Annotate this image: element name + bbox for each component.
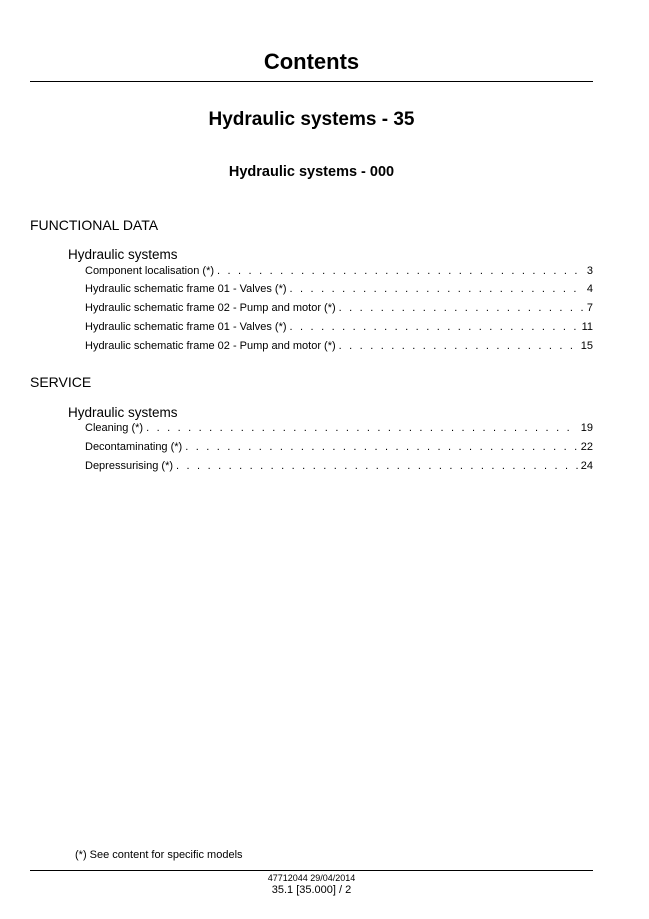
toc-entry-page: 7 [586,302,593,314]
dot-leader [146,420,578,436]
toc-entry-page: 4 [586,283,593,295]
footer-document-ref: 47712044 29/04/2014 [267,873,356,883]
toc-entry[interactable] [85,263,593,279]
toc-entry-label: Hydraulic schematic frame 01 - Valves (*) [85,283,287,295]
subsection-title: Hydraulic systems - 000 [228,164,395,180]
toc-entry[interactable] [85,300,593,316]
dot-leader [176,458,578,474]
footnote: (*) See content for specific models [75,849,243,861]
topic-heading-hydraulic-systems: Hydraulic systems [68,405,178,420]
section-title: Hydraulic systems - 35 [208,109,415,130]
toc-entry-label: Cleaning (*) [85,422,144,434]
toc-entry[interactable] [85,319,593,335]
topic-heading-hydraulic-systems: Hydraulic systems [68,247,178,262]
group-heading-service: SERVICE [30,374,92,390]
toc-entry-label: Hydraulic schematic frame 01 - Valves (*) [85,321,287,333]
toc-entry[interactable] [85,281,593,297]
dot-leader [290,319,579,335]
toc-entry-page: 11 [581,321,593,333]
toc-entry-label: Decontaminating (*) [85,441,183,453]
toc-entry[interactable] [85,439,593,455]
toc-entry-page: 24 [580,460,593,472]
toc-entry-label: Hydraulic schematic frame 02 - Pump and motor (*) [85,302,336,314]
page-title: Contents [263,49,360,74]
toc-entry-page: 22 [580,441,593,453]
toc-entry[interactable] [85,338,593,354]
footer-page-ref: 35.1 [35.000] / 2 [271,884,352,896]
dot-leader [290,281,584,297]
toc-entry-label: Component localisation (*) [85,265,215,277]
toc-entry-label: Depressurising (*) [85,460,174,472]
dot-leader [339,338,578,354]
group-heading-functional-data: FUNCTIONAL DATA [30,217,159,233]
dot-leader [217,263,584,279]
toc-entry-page: 15 [580,340,593,352]
footer-divider [30,870,593,871]
dot-leader [339,300,584,316]
toc-entry-label: Hydraulic schematic frame 02 - Pump and motor (*) [85,340,336,352]
dot-leader [185,439,578,455]
title-divider [30,81,593,82]
toc-entry-page: 19 [580,422,593,434]
toc-entry[interactable] [85,458,593,474]
toc-entry-page: 3 [586,265,593,277]
toc-entry[interactable] [85,420,593,436]
